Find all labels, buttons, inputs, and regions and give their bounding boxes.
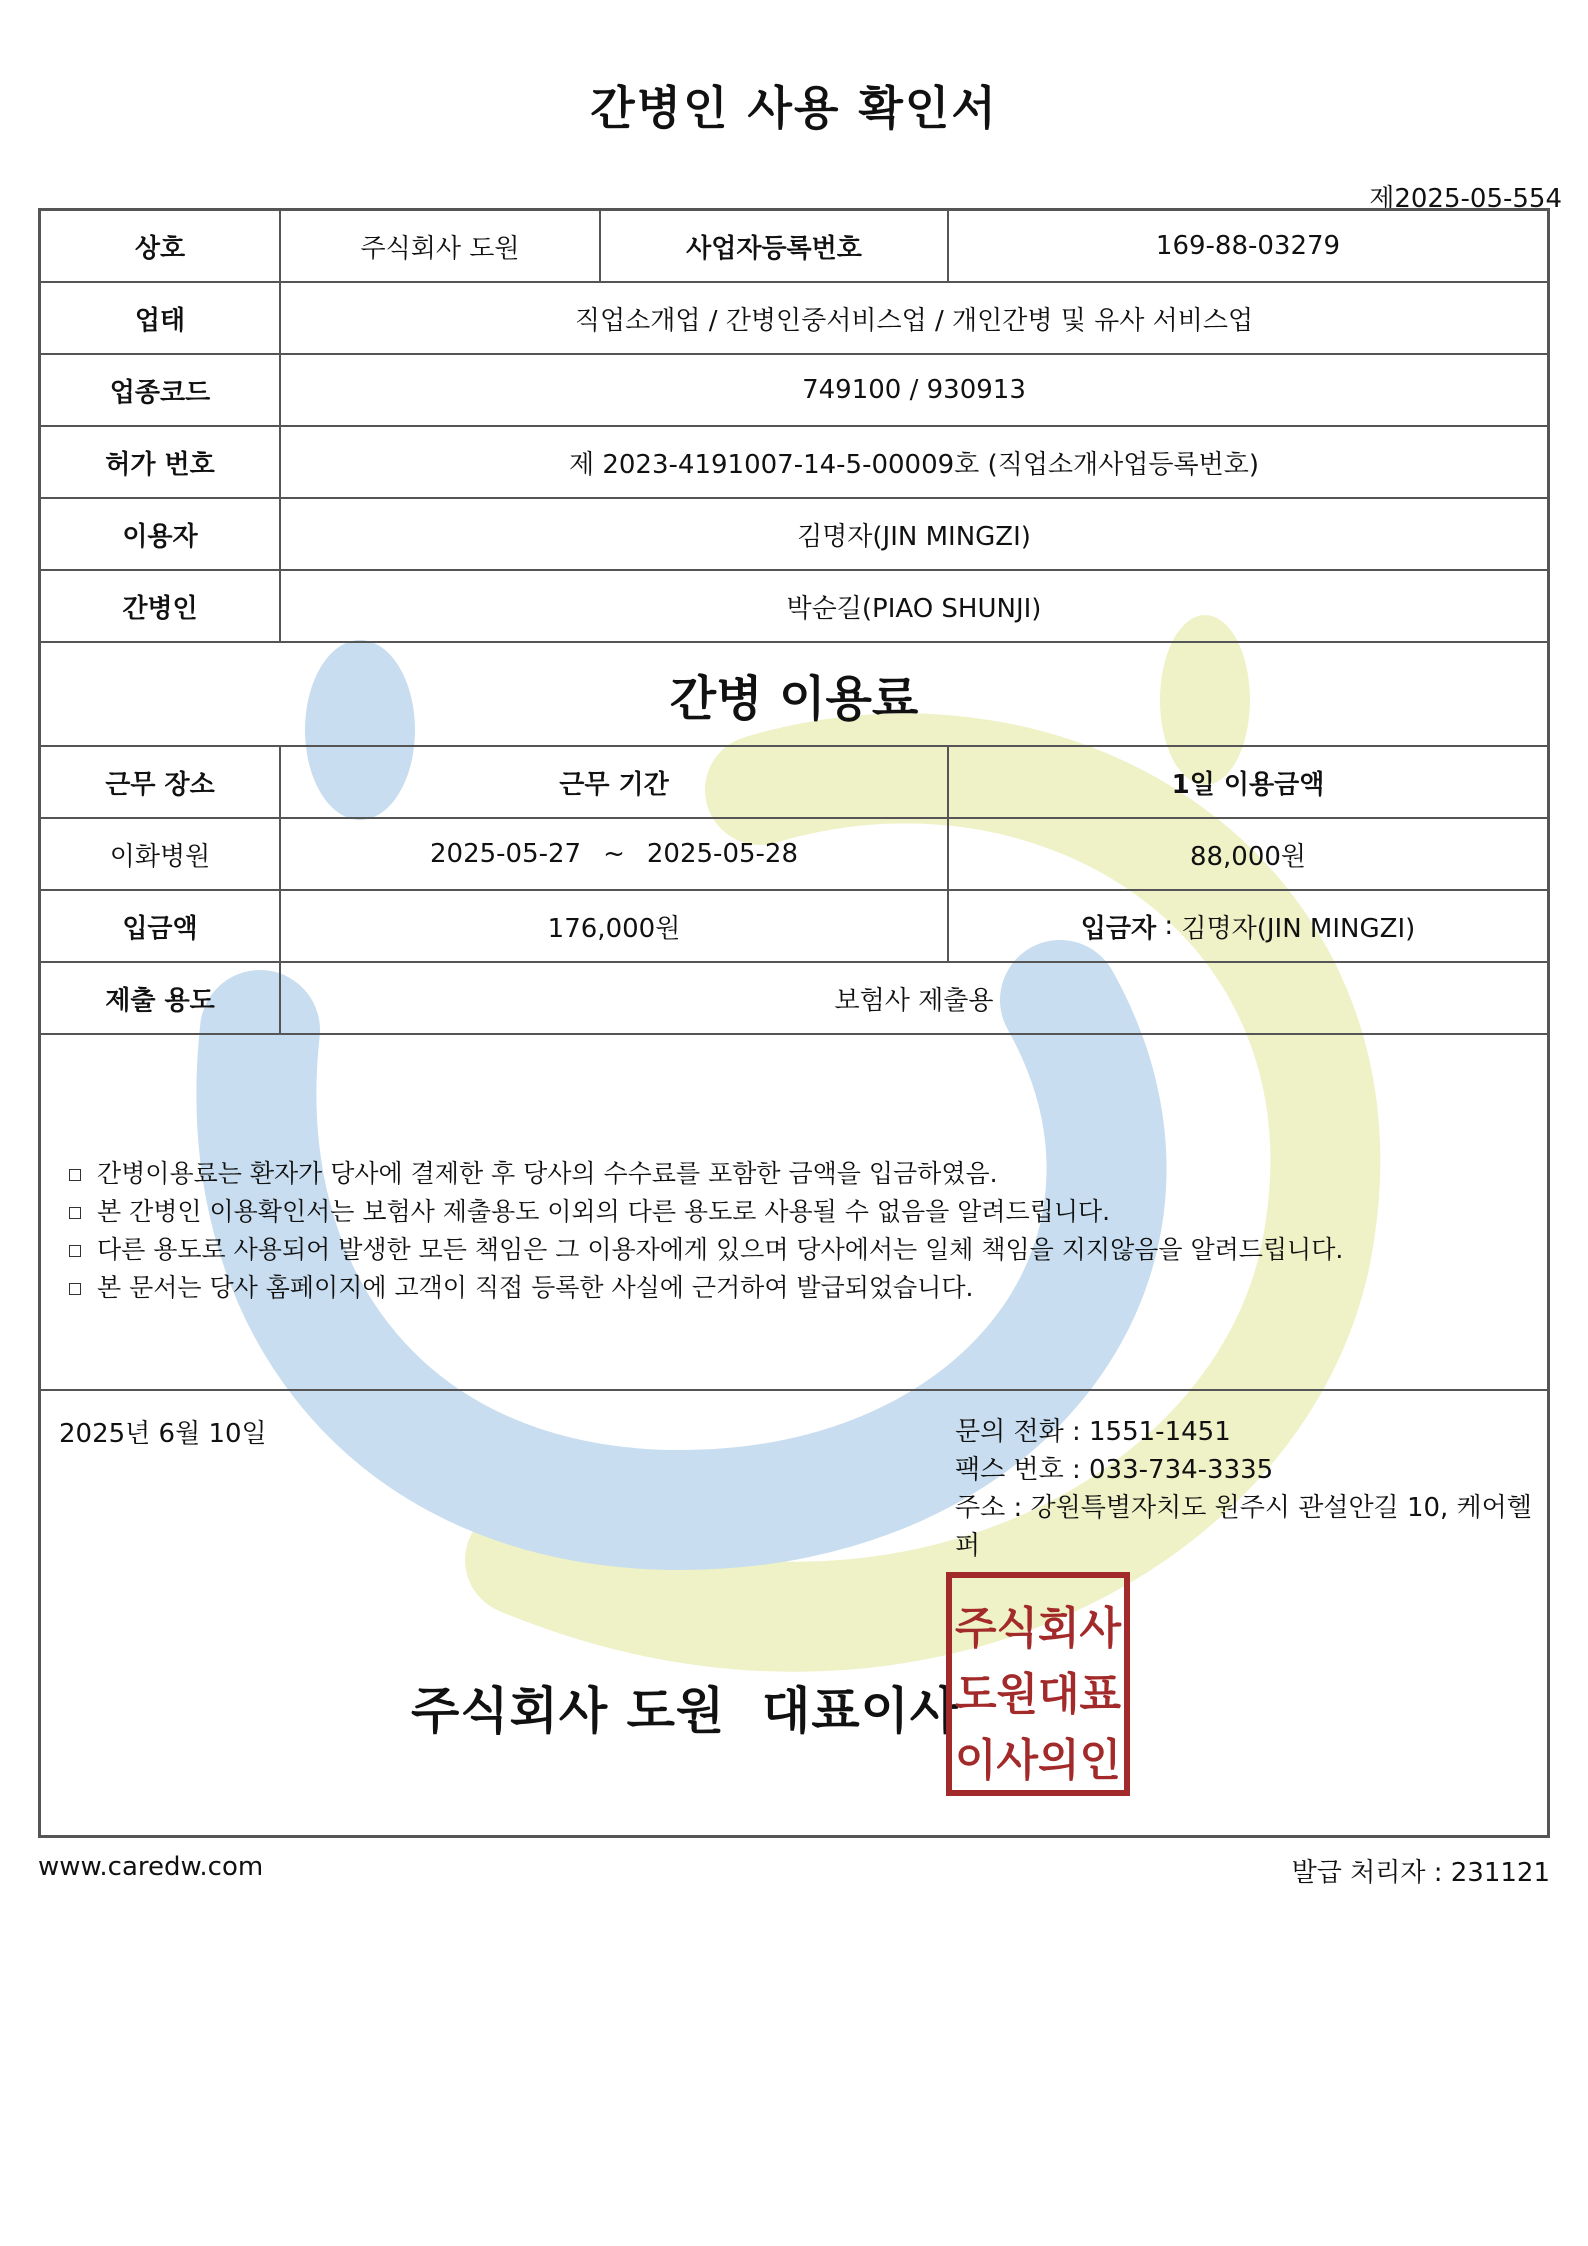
- notes-section: [41, 1035, 1547, 1391]
- row-fee-title: [41, 643, 1547, 747]
- daily-header: 1일 이용금액: [947, 747, 1547, 817]
- svg-text:이사의인: 이사의인: [955, 1735, 1121, 1786]
- row-company: [41, 211, 1547, 283]
- caregiver-value: 박순길(PIAO SHUNJI): [279, 571, 1547, 641]
- note-item: [65, 1231, 1343, 1269]
- contact-info: [955, 1413, 1547, 1565]
- period-separator: ~: [603, 839, 625, 869]
- license-value: 제 2023-4191007-14-5-00009호 (직업소개사업등록번호): [279, 427, 1547, 497]
- notes-list: [65, 1155, 1343, 1307]
- regno-label: 사업자등록번호: [599, 211, 947, 281]
- row-business: [41, 283, 1547, 355]
- company-label: 상호: [134, 233, 186, 264]
- depositor-cell: [947, 891, 1547, 961]
- period-value: [279, 819, 947, 889]
- website-url: www.caredw.com: [38, 1852, 264, 1882]
- certificate-frame: [38, 208, 1550, 1838]
- daily-value: 88,000원: [947, 819, 1547, 889]
- row-deposit: [41, 891, 1547, 963]
- purpose-label: 제출 용도: [105, 985, 215, 1016]
- depositor-label: 입금자: [1080, 913, 1157, 944]
- company-seal-stamp: [945, 1571, 1131, 1797]
- fee-section-title: 간병 이용료: [669, 670, 919, 727]
- svg-text:주식회사: 주식회사: [955, 1603, 1123, 1654]
- square-bullet-icon: [69, 1207, 81, 1219]
- place-value: 이화병원: [109, 841, 211, 872]
- note-item: [65, 1155, 1343, 1193]
- caregiver-label: 간병인: [122, 593, 198, 624]
- note-item: [65, 1193, 1343, 1231]
- code-label: 업종코드: [109, 377, 211, 408]
- user-label: 이용자: [122, 521, 198, 552]
- note-text: 본 문서는 당사 홈페이지에 고객이 직접 등록한 사실에 근거하여 발급되었습니다.: [97, 1273, 974, 1302]
- row-fee-values: [41, 819, 1547, 891]
- note-item: [65, 1269, 1343, 1307]
- period-end: 2025-05-28: [646, 839, 798, 869]
- address: 주소 : 강원특별자치도 원주시 관설안길 10, 케어헬퍼: [955, 1493, 1532, 1561]
- note-text: 본 간병인 이용확인서는 보험사 제출용도 이외의 다른 용도로 사용될 수 없음을 알려드립니다.: [97, 1197, 1111, 1226]
- business-label: 업태: [134, 305, 186, 336]
- depositor-value: 김명자(JIN MINGZI): [1181, 913, 1416, 944]
- regno-value: 169-88-03279: [947, 211, 1547, 281]
- square-bullet-icon: [69, 1283, 81, 1295]
- row-caregiver: [41, 571, 1547, 643]
- business-value: 직업소개업 / 간병인중서비스업 / 개인간병 및 유사 서비스업: [279, 283, 1547, 353]
- svg-text:도원대표: 도원대표: [955, 1669, 1122, 1720]
- code-value: 749100 / 930913: [279, 355, 1547, 425]
- document-number: 제2025-05-554: [1369, 184, 1562, 214]
- company-signature: 주식회사 도원 대표이사: [411, 1682, 960, 1740]
- row-license: [41, 427, 1547, 499]
- user-value: 김명자(JIN MINGZI): [279, 499, 1547, 569]
- fax-number: 팩스 번호 : 033-734-3335: [955, 1455, 1274, 1485]
- period-start: 2025-05-27: [429, 839, 582, 869]
- deposit-value: 176,000원: [279, 891, 947, 961]
- square-bullet-icon: [69, 1169, 81, 1181]
- period-header: 근무 기간: [279, 747, 947, 817]
- note-text: 간병이용료는 환자가 당사에 결제한 후 당사의 수수료를 포함한 금액을 입금하였음.: [97, 1159, 998, 1188]
- depositor-separator: :: [1156, 911, 1182, 941]
- place-header: 근무 장소: [105, 769, 215, 800]
- row-purpose: [41, 963, 1547, 1035]
- row-user: [41, 499, 1547, 571]
- square-bullet-icon: [69, 1245, 81, 1257]
- purpose-value: 보험사 제출용: [279, 963, 1547, 1033]
- issuer-id: 발급 처리자 : 231121: [1291, 1858, 1550, 1888]
- license-label: 허가 번호: [105, 449, 215, 480]
- deposit-label: 입금액: [122, 913, 198, 944]
- row-code: [41, 355, 1547, 427]
- row-fee-headers: [41, 747, 1547, 819]
- issue-section: [41, 1391, 1547, 1835]
- note-text: 다른 용도로 사용되어 발생한 모든 책임은 그 이용자에게 있으며 당사에서는 일체 책임을 지지않음을 알려드립니다.: [97, 1235, 1344, 1264]
- company-value: 주식회사 도원: [279, 211, 599, 281]
- document-title: 간병인 사용 확인서: [590, 81, 998, 135]
- issue-date: 2025년 6월 10일: [59, 1419, 267, 1449]
- phone-number: 문의 전화 : 1551-1451: [955, 1417, 1231, 1447]
